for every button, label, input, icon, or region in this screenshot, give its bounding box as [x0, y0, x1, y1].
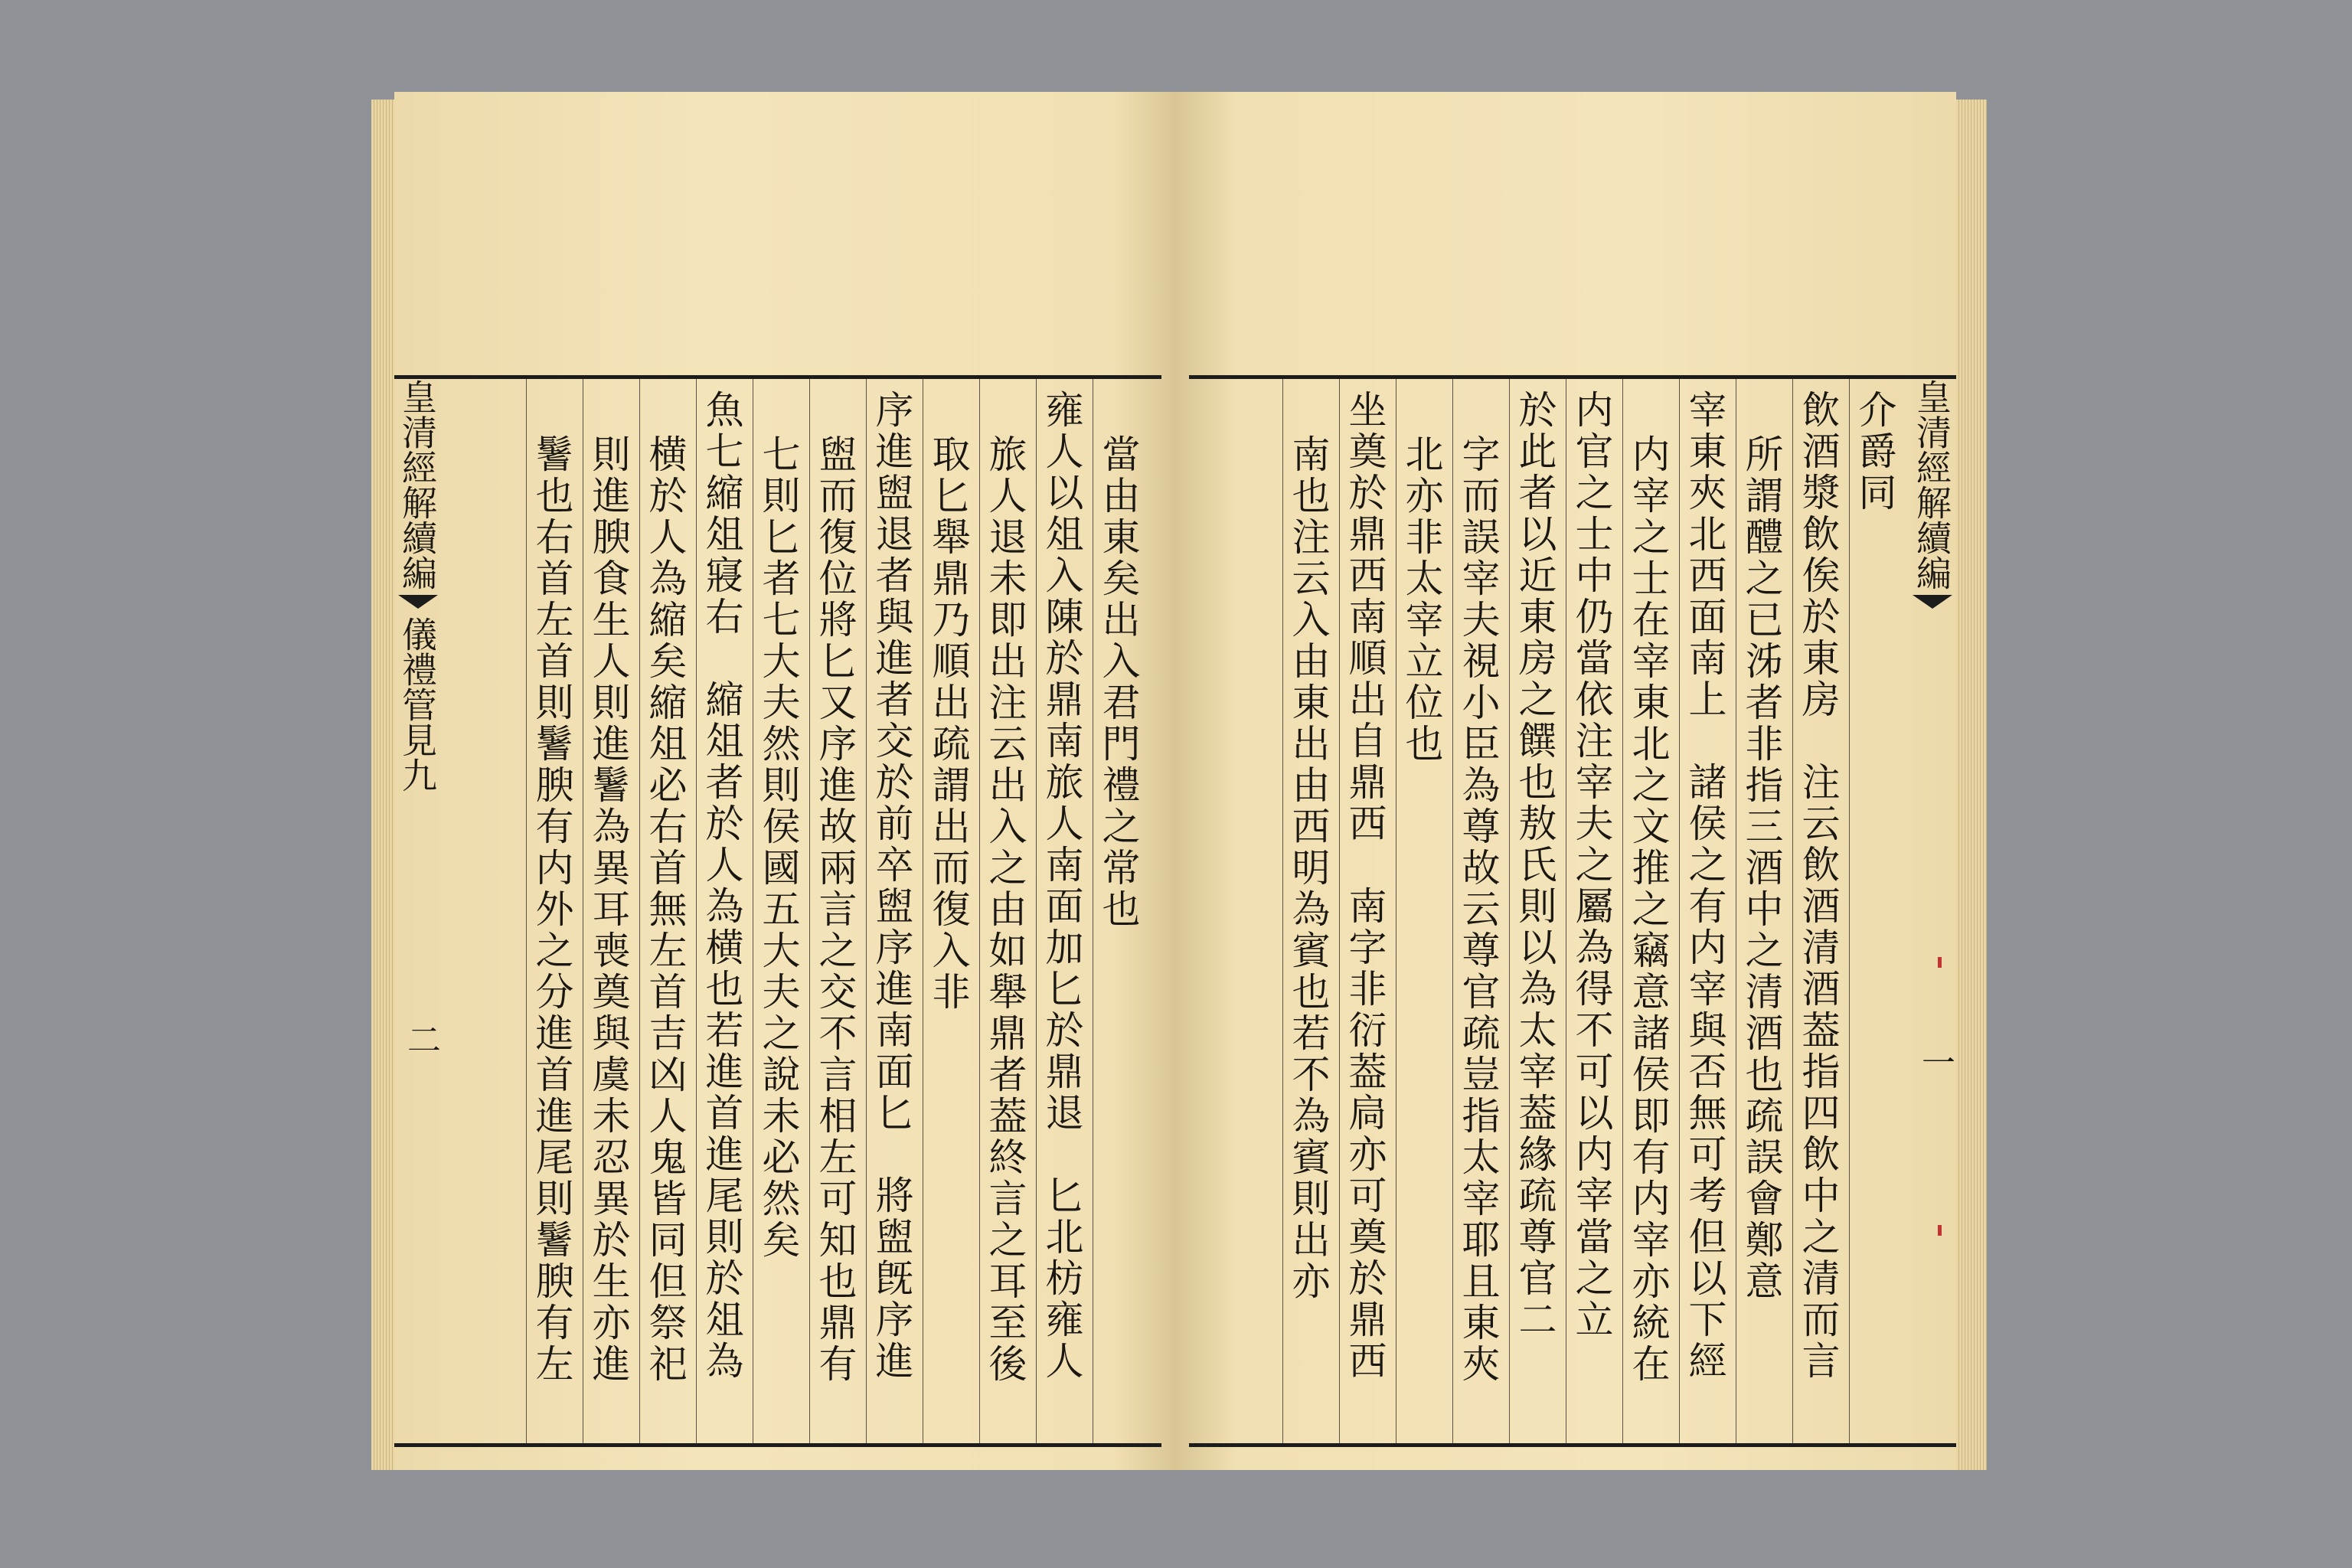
column-text: 所謂醴之已泲者非指三酒中之清酒也疏誤會鄭意 [1739, 434, 1784, 1302]
text-column [1452, 379, 1503, 1443]
column-text: 北亦非太宰立位也 [1399, 434, 1444, 765]
left-folio-number: 二 [401, 1022, 440, 1056]
right-folio-number: 一 [1916, 1045, 1955, 1079]
column-text: 飲酒漿飲俟於東房 注云飲酒清酒葢指四飲中之清而言 [1795, 390, 1841, 1382]
fishtail-mark [398, 595, 438, 609]
column-text: 坐奠於鼎西南順出自鼎西 南字非衍葢扃亦可奠於鼎西 [1342, 390, 1387, 1382]
left-margin-title: 皇清經解續編 [397, 379, 438, 590]
text-column [923, 379, 973, 1443]
column-text: 魚七縮俎寢右 縮俎者於人為横也若進首進尾則於俎為 [699, 390, 744, 1382]
column-text: 於此者以近東房之饌也敖氏則以為太宰葢緣疏尊官二 [1512, 390, 1557, 1341]
text-column [1622, 379, 1673, 1443]
left-columns [394, 379, 1161, 1443]
column-text: 介爵同 [1852, 390, 1897, 514]
red-ink-mark [1938, 1225, 1942, 1236]
text-column [1093, 379, 1143, 1443]
text-column [753, 379, 803, 1443]
column-text: 七則匕者七大夫然則侯國五大夫之說未必然矣 [756, 434, 801, 1261]
column-text: 字而誤宰夫視小臣為尊故云尊官疏豈指太宰耶且東夾 [1455, 434, 1501, 1385]
column-text: 内官之士中仍當依注宰夫之屬為得不可以内宰當之立 [1569, 390, 1614, 1341]
column-text: 則進腴食生人則進鬐為異耳喪奠與虞未忍異於生亦進 [586, 434, 631, 1385]
right-margin-title: 皇清經解續編 [1911, 379, 1952, 590]
right-center-margin [1910, 379, 1955, 1443]
red-ink-mark [1938, 957, 1942, 968]
column-text: 南也注云入由東出由西明為賓也若不為賓則出亦 [1285, 434, 1331, 1302]
left-text-frame [394, 375, 1161, 1447]
right-columns [1189, 379, 1956, 1443]
column-text: 旅人退未即出注云出入之由如舉鼎者葢終言之耳至後 [982, 434, 1027, 1385]
column-text: 當由東矣出入君門禮之常也 [1096, 434, 1141, 930]
right-page [1175, 92, 1956, 1470]
column-text: 鬐也右首左首則鬐腴有内外之分進首進尾則鬐腴有左 [529, 434, 574, 1385]
column-text: 横於人為縮矣縮俎必右首無左首吉凶人鬼皆同但祭祀 [642, 434, 688, 1385]
fishtail-mark [1913, 595, 1952, 609]
text-column [526, 379, 577, 1443]
text-column [1509, 379, 1560, 1443]
text-column [979, 379, 1030, 1443]
left-center-margin [396, 379, 440, 1443]
column-text: 内宰之士在宰東北之文推之竊意諸侯即有内宰亦統在 [1625, 434, 1671, 1385]
open-book [371, 92, 1987, 1476]
text-column [639, 379, 690, 1443]
text-column [1736, 379, 1786, 1443]
left-page [394, 92, 1175, 1470]
column-text: 取匕舉鼎乃順出疏謂出而復入非 [926, 434, 971, 1013]
left-margin-section: 儀禮管見九 [397, 616, 438, 792]
column-text: 宰東夾北西面南上 諸侯之有内宰與否無可考但以下經 [1682, 390, 1727, 1382]
column-text: 序進盥退者與進者交於前卒盥序進南面匕 將盥旣序進 [869, 390, 914, 1382]
text-column [1849, 379, 1900, 1443]
column-text: 雍人以俎入陳於鼎南旅人南面加匕於鼎退 匕北枋雍人 [1039, 390, 1084, 1382]
text-column [809, 379, 860, 1443]
text-column [1792, 379, 1843, 1443]
text-column [1282, 379, 1333, 1443]
text-column [1566, 379, 1616, 1443]
column-text: 盥而復位將匕又序進故兩言之交不言相左可知也鼎有 [812, 434, 858, 1385]
text-column [583, 379, 633, 1443]
text-column [1339, 379, 1390, 1443]
text-column [1679, 379, 1730, 1443]
right-text-frame [1189, 375, 1956, 1447]
text-column [866, 379, 916, 1443]
text-column [1396, 379, 1446, 1443]
text-column [696, 379, 746, 1443]
text-column [1036, 379, 1086, 1443]
